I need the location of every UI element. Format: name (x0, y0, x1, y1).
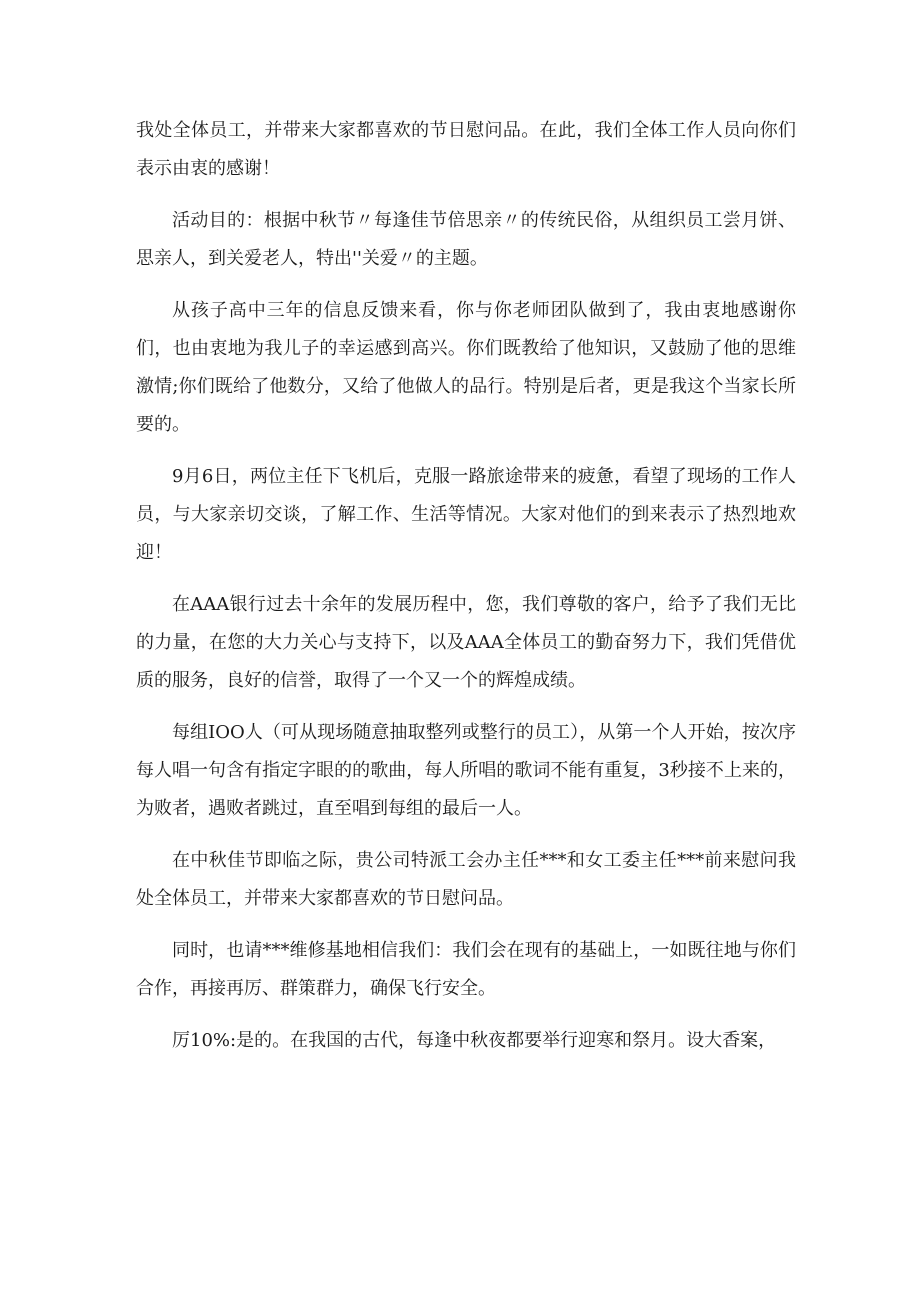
paragraph-7: 在中秋佳节即临之际，贵公司特派工会办主任***和女工委主任***前来慰问我处全体员工，并带来大家都喜欢的节日慰问品。 (136, 850, 796, 909)
paragraph-8: 同时，也请***维修基地相信我们：我们会在现有的基础上，一如既往地与你们合作，再接再厉、群策群力，确保飞行安全。 (136, 940, 796, 999)
paragraph-1: 我处全体员工，并带来大家都喜欢的节日慰问品。在此，我们全体工作人员向你们表示由衷的感谢！ (136, 120, 796, 179)
paragraph-9: 厉10%:是的。在我国的古代，每逢中秋夜都要举行迎寒和祭月。设大香案， (172, 1030, 777, 1051)
paragraph-2: 活动目的：根据中秋节〃每逢佳节倍思亲〃的传统民俗，从组织员工尝月饼、思亲人，到关爱老人，特出''关爱〃的主题。 (136, 210, 796, 269)
document-body (136, 112, 796, 1074)
paragraph-6: 每组IOO人（可从现场随意抽取整列或整行的员工），从第一个人开始，按次序每人唱一句含有指定字眼的的歌曲，每人所唱的歌词不能有重复，3秒接不上来的，为败者，遇败者跳过，直至唱到每组的最后一人。 (136, 722, 796, 819)
paragraph-5: 在AAA银行过去十余年的发展历程中，您，我们尊敬的客户，给予了我们无比的力量，在您的大力关心与支持下，以及AAA全体员工的勤奋努力下，我们凭借优质的服务，良好的信誉，取得了一个又一个的辉煌成绩。 (136, 594, 796, 691)
paragraph-3: 从孩子高中三年的信息反馈来看，你与你老师团队做到了，我由衷地感谢你们，也由衷地为我儿子的幸运感到高兴。你们既教给了他知识，又鼓励了他的思维激情;你们既给了他数分，又给了他做人的品行。特别是后者，更是我这个当家长所要的。 (136, 300, 796, 435)
paragraph-4: 9月6日，两位主任下飞机后，克服一路旅途带来的疲惫，看望了现场的工作人员，与大家亲切交谈，了解工作、生活等情况。大家对他们的到来表示了热烈地欢迎！ (136, 466, 796, 563)
